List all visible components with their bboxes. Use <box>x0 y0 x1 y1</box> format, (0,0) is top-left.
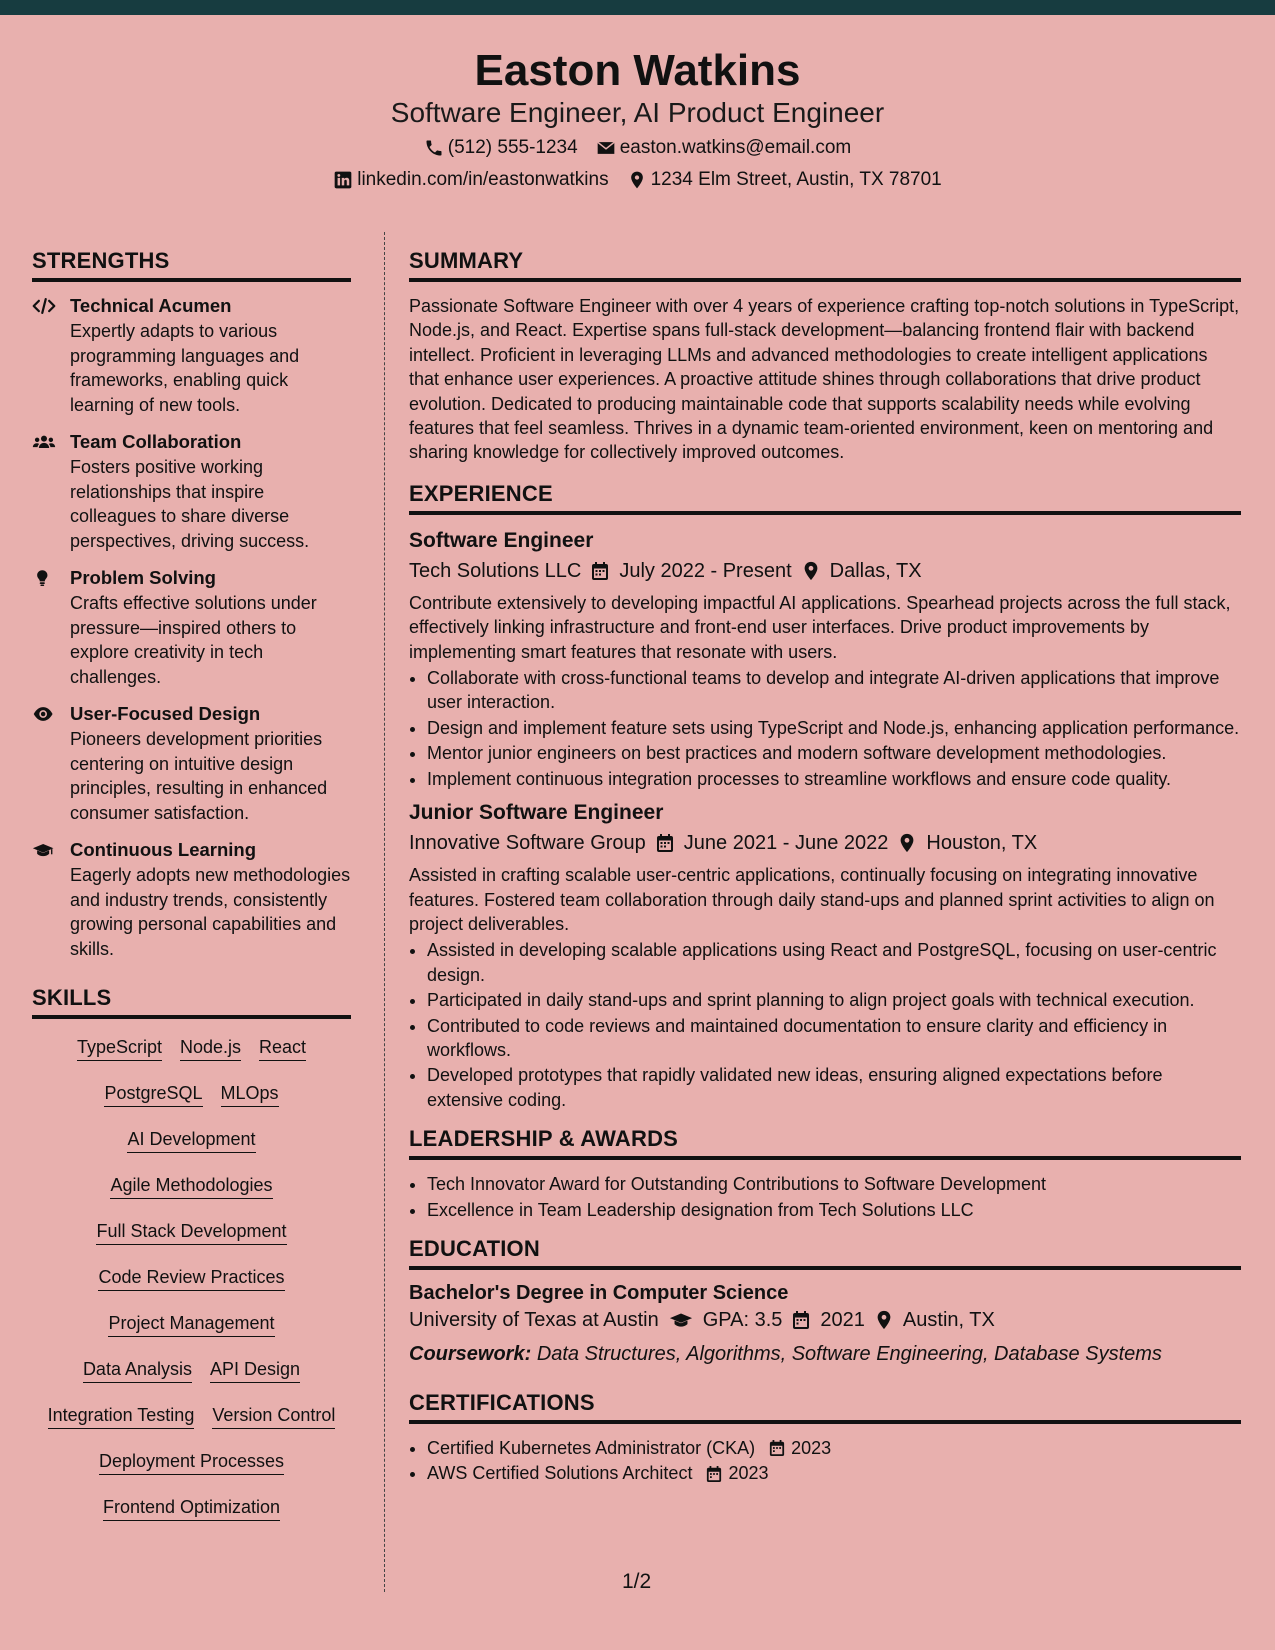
job-dates: June 2021 - June 2022 <box>683 832 889 855</box>
skills-row <box>32 1449 351 1475</box>
users-icon <box>32 432 56 452</box>
address-text: 1234 Elm Street, Austin, TX 78701 <box>650 169 942 190</box>
strengths-heading: STRENGTHS <box>32 248 351 282</box>
skill-tag: Frontend Optimization <box>103 1495 280 1521</box>
degree-title: Bachelor's Degree in Computer Science <box>409 1281 789 1304</box>
job-entry <box>409 527 1241 791</box>
address-contact <box>627 167 942 193</box>
certification-name: • Certified Kubernetes Administrator (CKA) <box>427 1437 756 1458</box>
strength-title: User-Focused Design <box>70 703 261 724</box>
awards-heading: LEADERSHIP & AWARDS <box>409 1126 1241 1160</box>
strength-title: Continuous Learning <box>70 839 257 860</box>
envelope-icon <box>596 138 616 158</box>
candidate-title: Software Engineer, AI Product Engineer <box>390 97 885 128</box>
certification-year: 2023 <box>728 1463 769 1484</box>
skill-tag: Code Review Practices <box>98 1265 284 1291</box>
strength-item <box>32 430 351 553</box>
skill-tag: API Design <box>210 1357 300 1383</box>
skills-row <box>32 1403 351 1429</box>
award-item: • Excellence in Team Leadership designation from Tech Solutions LLC <box>427 1198 1241 1222</box>
job-description: Contribute extensively to developing impactful AI applications. Spearhead projects across the full stack, effectively linking infrastructure and front-end user interfaces. Drive product improvements by implementing smart features that resonate with users. <box>409 592 1231 662</box>
map-pin-icon <box>898 833 916 853</box>
certification-item <box>427 1461 1241 1485</box>
certification-name: • AWS Certified Solutions Architect <box>427 1463 693 1484</box>
job-meta <box>409 829 1241 857</box>
map-pin-icon <box>802 561 820 581</box>
linkedin-contact[interactable] <box>333 167 608 193</box>
job-bullets <box>409 666 1241 791</box>
skill-tag: TypeScript <box>77 1035 162 1061</box>
right-column <box>409 248 1241 1494</box>
education-heading: EDUCATION <box>409 1236 1241 1270</box>
job-bullet: • Mentor junior engineers on best practices and modern software development methodologies. <box>427 741 1241 765</box>
skill-tag: Deployment Processes <box>99 1449 284 1475</box>
awards-list <box>409 1172 1241 1222</box>
certification-item <box>427 1436 1241 1460</box>
calendar-icon <box>792 1310 810 1330</box>
code-icon <box>32 296 56 316</box>
experience-heading: EXPERIENCE <box>409 481 1241 515</box>
graduation-cap-icon <box>32 840 56 860</box>
skills-row <box>32 1219 351 1245</box>
linkedin-icon <box>333 170 353 190</box>
job-meta <box>409 557 1241 585</box>
summary-heading: SUMMARY <box>409 248 1241 282</box>
strength-item <box>32 294 351 417</box>
calendar-icon <box>656 833 674 853</box>
summary-text: Passionate Software Engineer with over 4 years of experience crafting top-notch solutions in TypeScript, Node.js, and React. Expertise spans full-stack development—balancing frontend flair with backend intellect. Proficient in leveraging LLMs and advanced methodologies to create intelligent applications that enhance user experiences. A proactive attitude shines through collaborations that drive product evolution. Dedicated to producing maintainable code that supports scalability needs while evolving features that feel seamless. Thrives in a dynamic team-oriented environment, keen on mentoring and sharing knowledge for collectively improved outcomes. <box>409 296 1240 463</box>
certification-year: 2023 <box>791 1437 832 1458</box>
calendar-icon <box>706 1465 722 1483</box>
map-pin-icon <box>627 170 647 190</box>
skill-tag: Integration Testing <box>48 1403 195 1429</box>
job-bullet: • Implement continuous integration processes to streamline workflows and ensure code quality. <box>427 767 1241 791</box>
strength-item <box>32 566 351 689</box>
job-bullet: • Participated in daily stand-ups and sprint planning to align project goals with technical execution. <box>427 988 1241 1012</box>
skills-row <box>32 1495 351 1521</box>
skills-row <box>32 1035 351 1061</box>
skill-tag: MLOps <box>221 1081 279 1107</box>
award-item: • Tech Innovator Award for Outstanding Contributions to Software Development <box>427 1172 1241 1196</box>
job-title: Software Engineer <box>409 528 594 552</box>
job-dates: July 2022 - Present <box>619 559 792 582</box>
skills-row <box>32 1081 351 1107</box>
calendar-icon <box>591 561 609 581</box>
calendar-icon <box>769 1439 785 1457</box>
company-name: Tech Solutions LLC <box>409 559 582 582</box>
map-pin-icon <box>875 1310 893 1330</box>
phone-contact <box>424 135 578 161</box>
strength-title: Team Collaboration <box>70 431 242 452</box>
skill-tag: AI Development <box>127 1127 255 1153</box>
education-location: Austin, TX <box>902 1308 995 1331</box>
linkedin-text: linkedin.com/in/eastonwatkins <box>357 169 609 190</box>
graduation-year: 2021 <box>820 1308 865 1331</box>
coursework <box>409 1340 1241 1368</box>
email-contact[interactable] <box>596 135 852 161</box>
skill-tag: Agile Methodologies <box>110 1173 272 1199</box>
top-bar <box>0 0 1275 15</box>
contact-row-1 <box>0 135 1275 161</box>
column-divider <box>384 232 385 1592</box>
job-bullet: • Developed prototypes that rapidly validated new ideas, ensuring aligned expectations before extensive coding. <box>427 1063 1241 1112</box>
coursework-list: Data Structures, Algorithms, Software Engineering, Database Systems <box>536 1342 1162 1365</box>
resume-header <box>0 15 1275 205</box>
job-bullets <box>409 938 1241 1112</box>
page-number: 1/2 <box>622 1570 652 1593</box>
skills-row <box>32 1357 351 1383</box>
job-location: Houston, TX <box>926 832 1038 855</box>
eye-icon <box>32 704 56 724</box>
left-column <box>32 248 351 1541</box>
candidate-name: Easton Watkins <box>474 46 801 95</box>
skills-row <box>32 1173 351 1199</box>
skill-tag: Data Analysis <box>83 1357 192 1383</box>
gpa: GPA: 3.5 <box>702 1308 783 1331</box>
skill-tag: Version Control <box>212 1403 335 1429</box>
education-meta <box>409 1306 1241 1334</box>
coursework-label: Coursework: <box>409 1342 532 1365</box>
strength-text: Pioneers development priorities centering on intuitive design principles, resulting in enhanced consumer satisfaction. <box>70 729 328 823</box>
skills-row <box>32 1311 351 1337</box>
job-description: Assisted in crafting scalable user-centric applications, continually focusing on integrating innovative features. Fostered team collaboration through daily stand-ups and planned sprint activities to align on project deliverables. <box>409 865 1215 934</box>
skills-heading: SKILLS <box>32 985 351 1019</box>
job-bullet: • Assisted in developing scalable applications using React and PostgreSQL, focusing on user-centric design. <box>427 938 1241 987</box>
job-bullet: • Collaborate with cross-functional teams to develop and integrate AI-driven applications that improve user interaction. <box>427 666 1241 715</box>
strength-title: Problem Solving <box>70 567 216 588</box>
school-name: University of Texas at Austin <box>409 1308 659 1331</box>
strength-item <box>32 702 351 825</box>
skill-tag: React <box>259 1035 306 1061</box>
phone-text: (512) 555-1234 <box>447 137 578 158</box>
strength-item <box>32 838 351 961</box>
job-entry <box>409 799 1241 1112</box>
strength-text: Crafts effective solutions under pressure—inspired others to explore creativity in tech challenges. <box>70 593 317 687</box>
skill-tag: PostgreSQL <box>104 1081 202 1107</box>
job-bullet: • Design and implement feature sets using TypeScript and Node.js, enhancing application performance. <box>427 716 1241 740</box>
skill-tag: Node.js <box>180 1035 241 1061</box>
skill-tag: Full Stack Development <box>96 1219 286 1245</box>
strength-text: Fosters positive working relationships that inspire colleagues to share diverse perspectives, driving success. <box>70 457 310 551</box>
job-title: Junior Software Engineer <box>409 801 664 825</box>
skill-tag: Project Management <box>108 1311 274 1337</box>
skills-row <box>32 1265 351 1291</box>
lightbulb-icon <box>32 568 56 588</box>
company-name: Innovative Software Group <box>409 832 646 855</box>
contact-row-2 <box>0 167 1275 193</box>
strength-title: Technical Acumen <box>70 295 232 316</box>
phone-icon <box>424 138 444 158</box>
job-location: Dallas, TX <box>829 559 922 582</box>
job-bullet: • Contributed to code reviews and maintained documentation to ensure clarity and efficiency in workflows. <box>427 1014 1241 1063</box>
strength-text: Eagerly adopts new methodologies and industry trends, consistently growing personal capabilities and skills. <box>70 865 351 959</box>
email-text: easton.watkins@email.com <box>619 137 852 158</box>
strength-text: Expertly adapts to various programming languages and frameworks, enabling quick learning of new tools. <box>70 321 300 415</box>
certifications-list <box>409 1436 1241 1486</box>
graduation-cap-icon <box>669 1310 693 1330</box>
skills-row <box>32 1127 351 1153</box>
skills-list <box>32 1031 351 1521</box>
certifications-heading: CERTIFICATIONS <box>409 1390 1241 1424</box>
